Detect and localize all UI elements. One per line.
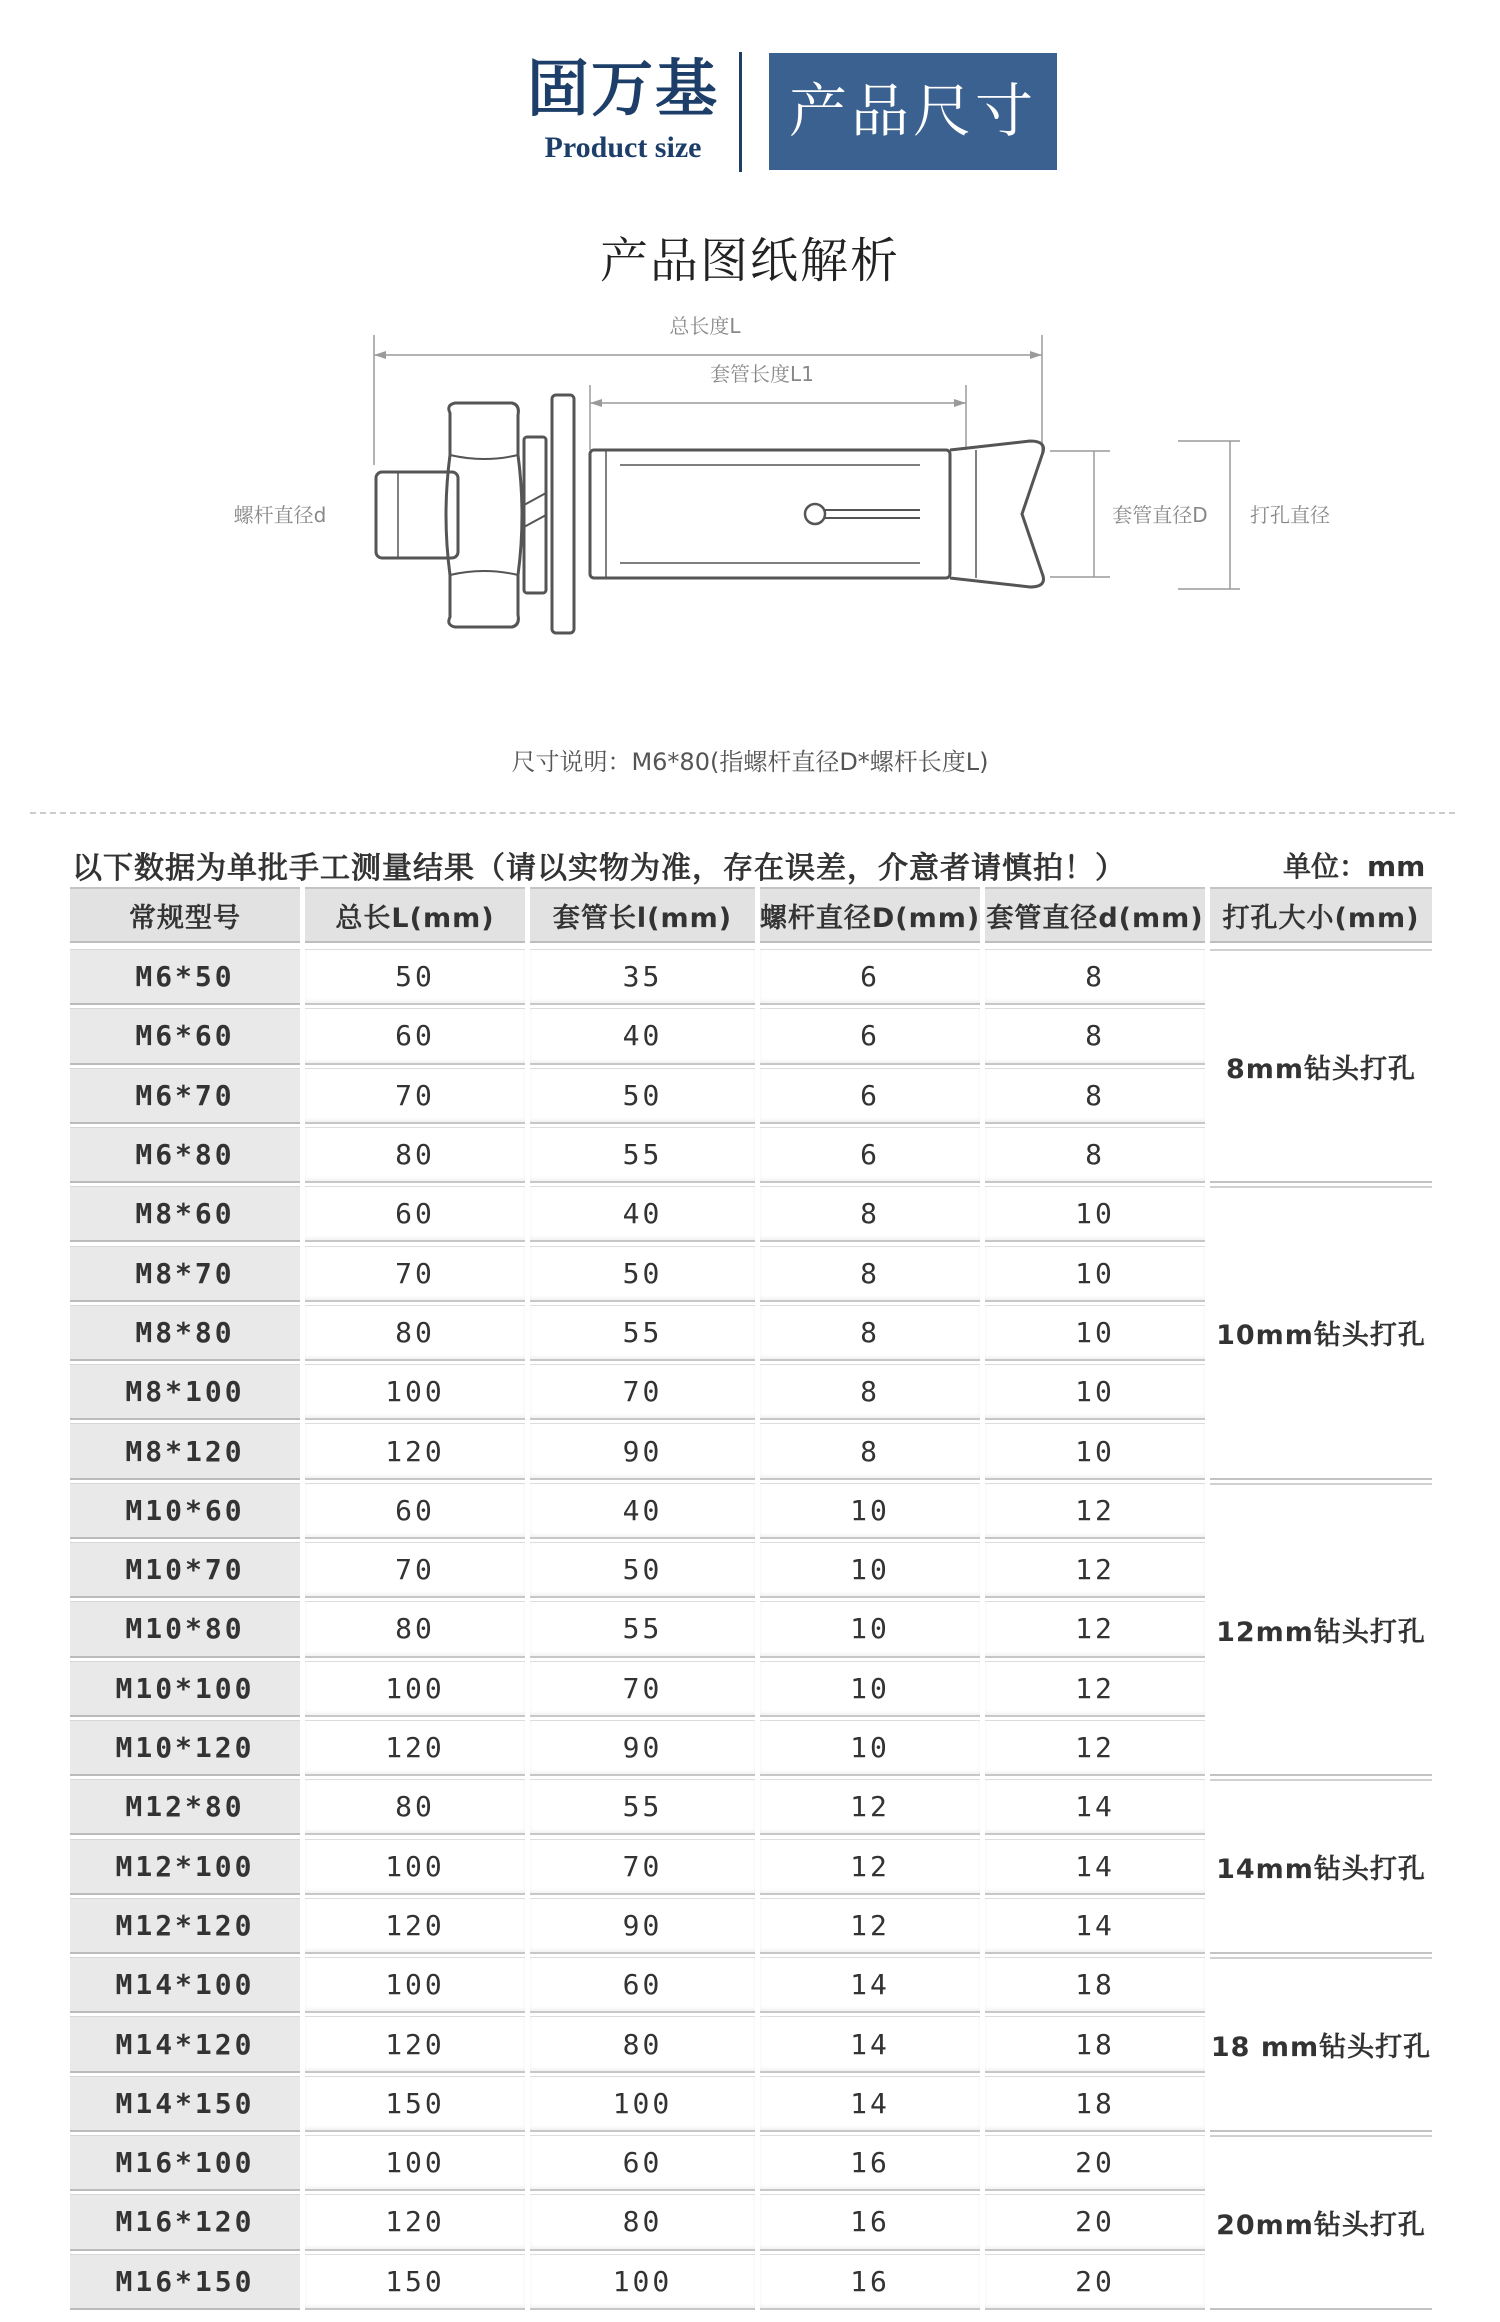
drill-size-group-cell: 14mm钻头打孔 xyxy=(1210,1779,1432,1954)
sleeve-diameter-cell: 8 xyxy=(985,1068,1205,1124)
size-note: 尺寸说明：M6*80(指螺杆直径D*螺杆长度L) xyxy=(511,748,989,776)
bolt-diameter-cell: 12 xyxy=(760,1898,980,1954)
sleeve-diameter-cell: 12 xyxy=(985,1720,1205,1776)
sleeve-length-cell: 70 xyxy=(530,1839,755,1895)
bolt-diameter-cell: 10 xyxy=(760,1601,980,1657)
sleeve-length-cell: 80 xyxy=(530,2016,755,2072)
model-cell: M10*100 xyxy=(70,1661,300,1717)
total-length-cell: 120 xyxy=(305,1423,525,1479)
model-cell: M6*50 xyxy=(70,949,300,1005)
sleeve-length-cell: 50 xyxy=(530,1068,755,1124)
model-cell: M12*120 xyxy=(70,1898,300,1954)
sleeve-length-cell: 100 xyxy=(530,2076,755,2132)
sleeve-diameter-cell: 10 xyxy=(985,1246,1205,1302)
sleeve-diameter-cell: 12 xyxy=(985,1601,1205,1657)
total-length-cell: 60 xyxy=(305,1186,525,1242)
model-cell: M12*100 xyxy=(70,1839,300,1895)
bolt-diameter-cell: 10 xyxy=(760,1720,980,1776)
bolt-diameter-cell: 10 xyxy=(760,1483,980,1539)
model-cell: M8*60 xyxy=(70,1186,300,1242)
bolt-diameter-cell: 6 xyxy=(760,949,980,1005)
bolt-diameter-cell: 8 xyxy=(760,1246,980,1302)
total-length-cell: 100 xyxy=(305,1839,525,1895)
anchor-bolt-drawing xyxy=(150,305,1350,635)
bolt-diameter-cell: 14 xyxy=(760,1957,980,2013)
model-cell: M16*100 xyxy=(70,2135,300,2191)
model-cell: M14*150 xyxy=(70,2076,300,2132)
total-length-cell: 100 xyxy=(305,1957,525,2013)
section-title: 产品尺寸 xyxy=(769,53,1057,170)
total-length-cell: 80 xyxy=(305,1601,525,1657)
total-length-cell: 120 xyxy=(305,2016,525,2072)
sleeve-diameter-cell: 14 xyxy=(985,1779,1205,1835)
total-length-cell: 60 xyxy=(305,1483,525,1539)
sleeve-length-cell: 50 xyxy=(530,1542,755,1598)
sleeve-length-cell: 55 xyxy=(530,1779,755,1835)
bolt-diameter-cell: 8 xyxy=(760,1423,980,1479)
sleeve-length-cell: 80 xyxy=(530,2194,755,2250)
total-length-cell: 120 xyxy=(305,1898,525,1954)
bolt-diameter-label: 螺杆直径d xyxy=(233,503,327,527)
sleeve-length-cell: 60 xyxy=(530,2135,755,2191)
sleeve-diameter-cell: 10 xyxy=(985,1423,1205,1479)
bolt-diameter-cell: 16 xyxy=(760,2194,980,2250)
drill-size-group-cell: 8mm钻头打孔 xyxy=(1210,949,1432,1183)
header-sleeve-diameter: 套管直径d(mm) xyxy=(985,887,1205,943)
sleeve-diameter-cell: 8 xyxy=(985,1127,1205,1183)
sleeve-length-cell: 55 xyxy=(530,1305,755,1361)
total-length-cell: 70 xyxy=(305,1068,525,1124)
sleeve-diameter-label: 套管直径D xyxy=(1112,503,1208,527)
bolt-diameter-cell: 10 xyxy=(760,1661,980,1717)
bolt-diameter-cell: 6 xyxy=(760,1008,980,1064)
bolt-diameter-cell: 8 xyxy=(760,1305,980,1361)
spring-washer xyxy=(524,437,546,593)
sleeve-length-cell: 70 xyxy=(530,1661,755,1717)
drawing-title: 产品图纸解析 xyxy=(599,233,900,289)
sleeve-length-cell: 40 xyxy=(530,1008,755,1064)
total-length-cell: 100 xyxy=(305,1364,525,1420)
model-cell: M8*70 xyxy=(70,1246,300,1302)
bolt-diameter-cell: 12 xyxy=(760,1839,980,1895)
model-cell: M16*150 xyxy=(70,2254,300,2310)
bolt-diameter-cell: 16 xyxy=(760,2254,980,2310)
sleeve-length-cell: 60 xyxy=(530,1957,755,2013)
sleeve-body xyxy=(590,450,950,578)
model-cell: M16*120 xyxy=(70,2194,300,2250)
total-length-cell: 70 xyxy=(305,1542,525,1598)
flat-washer xyxy=(552,395,574,633)
sleeve-length-cell: 90 xyxy=(530,1720,755,1776)
brand-logo xyxy=(518,50,728,166)
bolt-diameter-cell: 8 xyxy=(760,1186,980,1242)
model-cell: M8*120 xyxy=(70,1423,300,1479)
total-length-cell: 80 xyxy=(305,1305,525,1361)
sleeve-diameter-cell: 18 xyxy=(985,2016,1205,2072)
sleeve-diameter-cell: 10 xyxy=(985,1186,1205,1242)
drill-size-group-cell: 12mm钻头打孔 xyxy=(1210,1483,1432,1777)
model-cell: M14*100 xyxy=(70,1957,300,2013)
sleeve-length-cell: 90 xyxy=(530,1423,755,1479)
sleeve-length-cell: 50 xyxy=(530,1246,755,1302)
header-model: 常规型号 xyxy=(70,887,300,943)
total-length-cell: 120 xyxy=(305,1720,525,1776)
model-cell: M14*120 xyxy=(70,2016,300,2072)
drill-size-group-cell: 20mm钻头打孔 xyxy=(1210,2135,1432,2310)
sleeve-diameter-cell: 12 xyxy=(985,1483,1205,1539)
bolt-diameter-cell: 6 xyxy=(760,1127,980,1183)
table-note: 以下数据为单批手工测量结果（请以实物为准，存在误差，介意者请慎拍！） xyxy=(72,851,1126,886)
total-length-cell: 50 xyxy=(305,949,525,1005)
sleeve-diameter-cell: 20 xyxy=(985,2254,1205,2310)
model-cell: M12*80 xyxy=(70,1779,300,1835)
model-cell: M8*80 xyxy=(70,1305,300,1361)
sleeve-length-cell: 55 xyxy=(530,1601,755,1657)
model-cell: M6*60 xyxy=(70,1008,300,1064)
total-length-label: 总长度L xyxy=(669,314,741,338)
header-bolt-diameter: 螺杆直径D(mm) xyxy=(760,887,980,943)
bolt-diameter-cell: 10 xyxy=(760,1542,980,1598)
sleeve-length-cell: 40 xyxy=(530,1483,755,1539)
total-length-cell: 150 xyxy=(305,2076,525,2132)
header-sleeve-length: 套管长l(mm) xyxy=(530,887,755,943)
sleeve-length-label: 套管长度L1 xyxy=(710,362,814,386)
model-cell: M10*70 xyxy=(70,1542,300,1598)
sleeve-diameter-cell: 12 xyxy=(985,1542,1205,1598)
total-length-cell: 100 xyxy=(305,2135,525,2191)
header-divider xyxy=(739,52,742,172)
model-cell: M10*120 xyxy=(70,1720,300,1776)
sleeve-diameter-cell: 8 xyxy=(985,1008,1205,1064)
brand-name: 固万基 xyxy=(526,52,719,125)
sleeve-diameter-cell: 18 xyxy=(985,2076,1205,2132)
sleeve-diameter-cell: 10 xyxy=(985,1305,1205,1361)
expansion-cone xyxy=(950,441,1044,587)
unit-note: 单位：mm xyxy=(1283,850,1426,883)
sleeve-length-cell: 55 xyxy=(530,1127,755,1183)
model-cell: M8*100 xyxy=(70,1364,300,1420)
bolt-diameter-cell: 12 xyxy=(760,1779,980,1835)
brand-subtitle: Product size xyxy=(544,131,702,164)
sleeve-length-cell: 35 xyxy=(530,949,755,1005)
sleeve-length-cell: 90 xyxy=(530,1898,755,1954)
bolt-diameter-cell: 14 xyxy=(760,2016,980,2072)
bolt-diameter-cell: 16 xyxy=(760,2135,980,2191)
bolt-diameter-cell: 6 xyxy=(760,1068,980,1124)
total-length-cell: 80 xyxy=(305,1127,525,1183)
header-drill-size: 打孔大小(mm) xyxy=(1210,887,1432,943)
sleeve-diameter-cell: 10 xyxy=(985,1364,1205,1420)
total-length-cell: 70 xyxy=(305,1246,525,1302)
sleeve-length-cell: 70 xyxy=(530,1364,755,1420)
sleeve-diameter-cell: 20 xyxy=(985,2194,1205,2250)
sleeve-diameter-cell: 8 xyxy=(985,949,1205,1005)
total-length-cell: 100 xyxy=(305,1661,525,1717)
total-length-cell: 120 xyxy=(305,2194,525,2250)
total-length-cell: 150 xyxy=(305,2254,525,2310)
total-length-cell: 80 xyxy=(305,1779,525,1835)
model-cell: M10*80 xyxy=(70,1601,300,1657)
drill-size-group-cell: 10mm钻头打孔 xyxy=(1210,1186,1432,1480)
sleeve-diameter-cell: 12 xyxy=(985,1661,1205,1717)
model-cell: M10*60 xyxy=(70,1483,300,1539)
sleeve-diameter-cell: 14 xyxy=(985,1898,1205,1954)
total-length-cell: 60 xyxy=(305,1008,525,1064)
bolt-diameter-cell: 8 xyxy=(760,1364,980,1420)
sleeve-diameter-cell: 14 xyxy=(985,1839,1205,1895)
model-cell: M6*80 xyxy=(70,1127,300,1183)
bolt-diameter-cell: 14 xyxy=(760,2076,980,2132)
sleeve-diameter-cell: 18 xyxy=(985,1957,1205,2013)
header-total-length: 总长L(mm) xyxy=(305,887,525,943)
sleeve-diameter-cell: 20 xyxy=(985,2135,1205,2191)
hole-diameter-label: 打孔直径 xyxy=(1250,503,1330,527)
section-divider xyxy=(30,812,1455,814)
sleeve-length-cell: 40 xyxy=(530,1186,755,1242)
sleeve-slot-hole xyxy=(805,504,825,524)
model-cell: M6*70 xyxy=(70,1068,300,1124)
drill-size-group-cell: 18 mm钻头打孔 xyxy=(1210,1957,1432,2132)
sleeve-length-cell: 100 xyxy=(530,2254,755,2310)
